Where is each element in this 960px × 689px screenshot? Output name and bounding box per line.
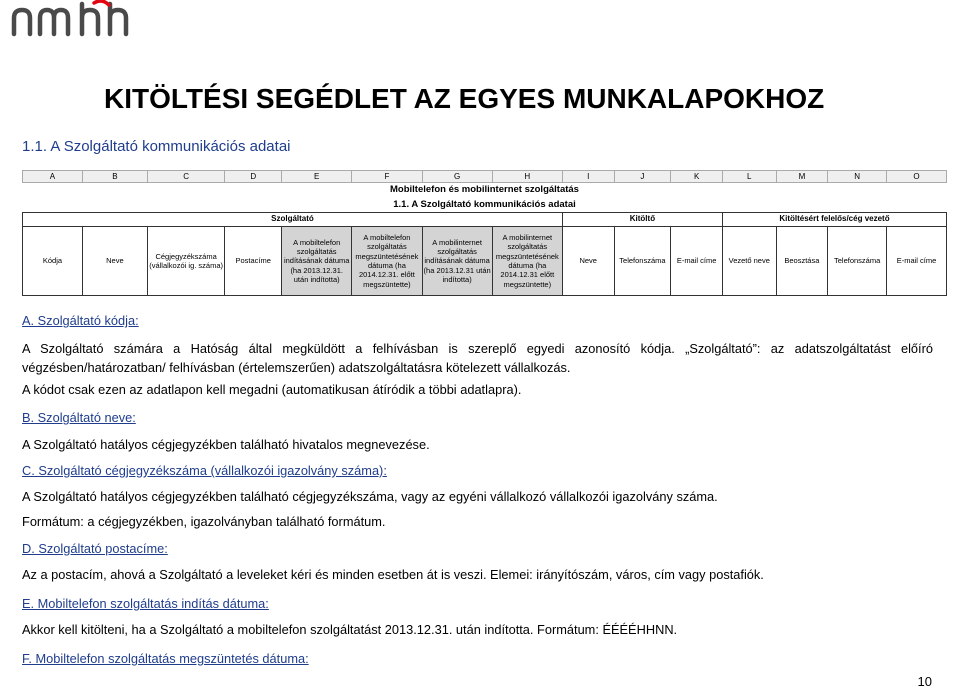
column-letter: K <box>671 171 723 183</box>
column-header-manager-name: Vezető neve <box>722 226 776 295</box>
column-letter: B <box>82 171 147 183</box>
column-letter-row <box>23 171 947 183</box>
column-header-manager-phone: Telefonszáma <box>828 226 887 295</box>
column-letter: F <box>352 171 422 183</box>
section-heading-e: E. Mobiltelefon szolgáltatás indítás dátuma: <box>22 596 269 611</box>
section-heading-c: C. Szolgáltató cégjegyzékszáma (vállalkozói igazolvány száma): <box>22 463 387 478</box>
column-header-postal-address: Postacíme <box>225 226 282 295</box>
section-c-paragraph-1: A Szolgáltató hatályos cégjegyzékben található cégjegyzékszáma, vagy az egyéni vállalkozó vállalkozói igazolvány száma. <box>22 489 718 504</box>
section-heading-f: F. Mobiltelefon szolgáltatás megszüntetés dátuma: <box>22 651 309 666</box>
column-header-filler-phone: Telefonszáma <box>614 226 671 295</box>
column-letter: H <box>492 171 562 183</box>
sheet-title: Mobiltelefon és mobilinternet szolgáltatás <box>390 184 579 196</box>
column-header-mobile-start: A mobiltelefon szolgáltatás indításának dátuma (ha 2013.12.31. után indította) <box>282 226 352 295</box>
sheet-subtitle: 1.1. A Szolgáltató kommunikációs adatai <box>393 198 576 210</box>
section-d-paragraph-1: Az a postacím, ahová a Szolgáltató a leveleket kéri és minden esetben át is veszi. Elemei: irányítószám, város, cím vagy postafiók. <box>22 567 764 582</box>
column-letter: O <box>887 171 947 183</box>
section-heading-d: D. Szolgáltató postacíme: <box>22 541 168 556</box>
section-e-paragraph-1: Akkor kell kitölteni, ha a Szolgáltató a mobiltelefon szolgáltatást 2013.12.31. után indította. Formátum: ÉÉÉÉHHNN. <box>22 622 678 637</box>
section-subtitle: 1.1. A Szolgáltató kommunikációs adatai <box>22 138 291 155</box>
column-header-mobile-end: A mobiltelefon szolgáltatás megszüntetésének dátuma (ha 2014.12.31. előtt megszüntette) <box>352 226 422 295</box>
column-letter: M <box>776 171 828 183</box>
worksheet-preview <box>22 170 947 296</box>
group-provider: Szolgáltató <box>23 212 563 226</box>
column-header-row <box>23 226 947 295</box>
section-a-paragraph-1: A Szolgáltató számára a Hatóság által megküldött a felhívásban is szereplő egyedi azonosító kódja. „Szolgáltató”: az adatszolgáltatást előíró végzésben/határozatban/ felhívásban (értelemszerűen) adatszolgáltatásra kötelezett vállalkozás. <box>22 341 933 375</box>
section-a-paragraph-2: A kódot csak ezen az adatlapon kell megadni (automatikusan átíródik a többi adatlapra). <box>22 382 522 397</box>
column-header-filler-email: E-mail címe <box>671 226 723 295</box>
nmhh-logo <box>10 0 140 40</box>
group-filler: Kitöltő <box>562 212 722 226</box>
column-header-filler-name: Neve <box>562 226 614 295</box>
section-heading-b: B. Szolgáltató neve: <box>22 410 136 425</box>
group-header-row <box>23 212 947 226</box>
section-heading-a: A. Szolgáltató kódja: <box>22 313 139 328</box>
column-header-internet-start: A mobilinternet szolgáltatás indításának dátuma (ha 2013.12.31 után indította) <box>422 226 492 295</box>
section-b-paragraph-1: A Szolgáltató hatályos cégjegyzékben található hivatalos megnevezése. <box>22 437 430 452</box>
column-letter: E <box>282 171 352 183</box>
column-header-name: Neve <box>82 226 147 295</box>
column-letter: J <box>614 171 671 183</box>
page-number: 10 <box>917 674 932 689</box>
column-header-registry-number: Cégjegyzékszáma (vállalkozói ig. száma) <box>147 226 224 295</box>
column-letter: G <box>422 171 492 183</box>
column-letter: C <box>147 171 224 183</box>
column-header-manager-email: E-mail címe <box>887 226 947 295</box>
column-letter: N <box>828 171 887 183</box>
section-c-paragraph-2: Formátum: a cégjegyzékben, igazolványban található formátum. <box>22 514 386 529</box>
column-letter: D <box>225 171 282 183</box>
column-header-code: Kódja <box>23 226 83 295</box>
column-letter: A <box>23 171 83 183</box>
column-header-manager-position: Beosztása <box>776 226 828 295</box>
column-letter: I <box>562 171 614 183</box>
page-title: KITÖLTÉSI SEGÉDLET AZ EGYES MUNKALAPOKHOZ <box>104 83 825 114</box>
column-letter: L <box>722 171 776 183</box>
group-manager: Kitöltésért felelős/cég vezető <box>722 212 946 226</box>
column-header-internet-end: A mobilinternet szolgáltatás megszüntetésének dátuma (ha 2014.12.31 előtt megszüntette) <box>492 226 562 295</box>
